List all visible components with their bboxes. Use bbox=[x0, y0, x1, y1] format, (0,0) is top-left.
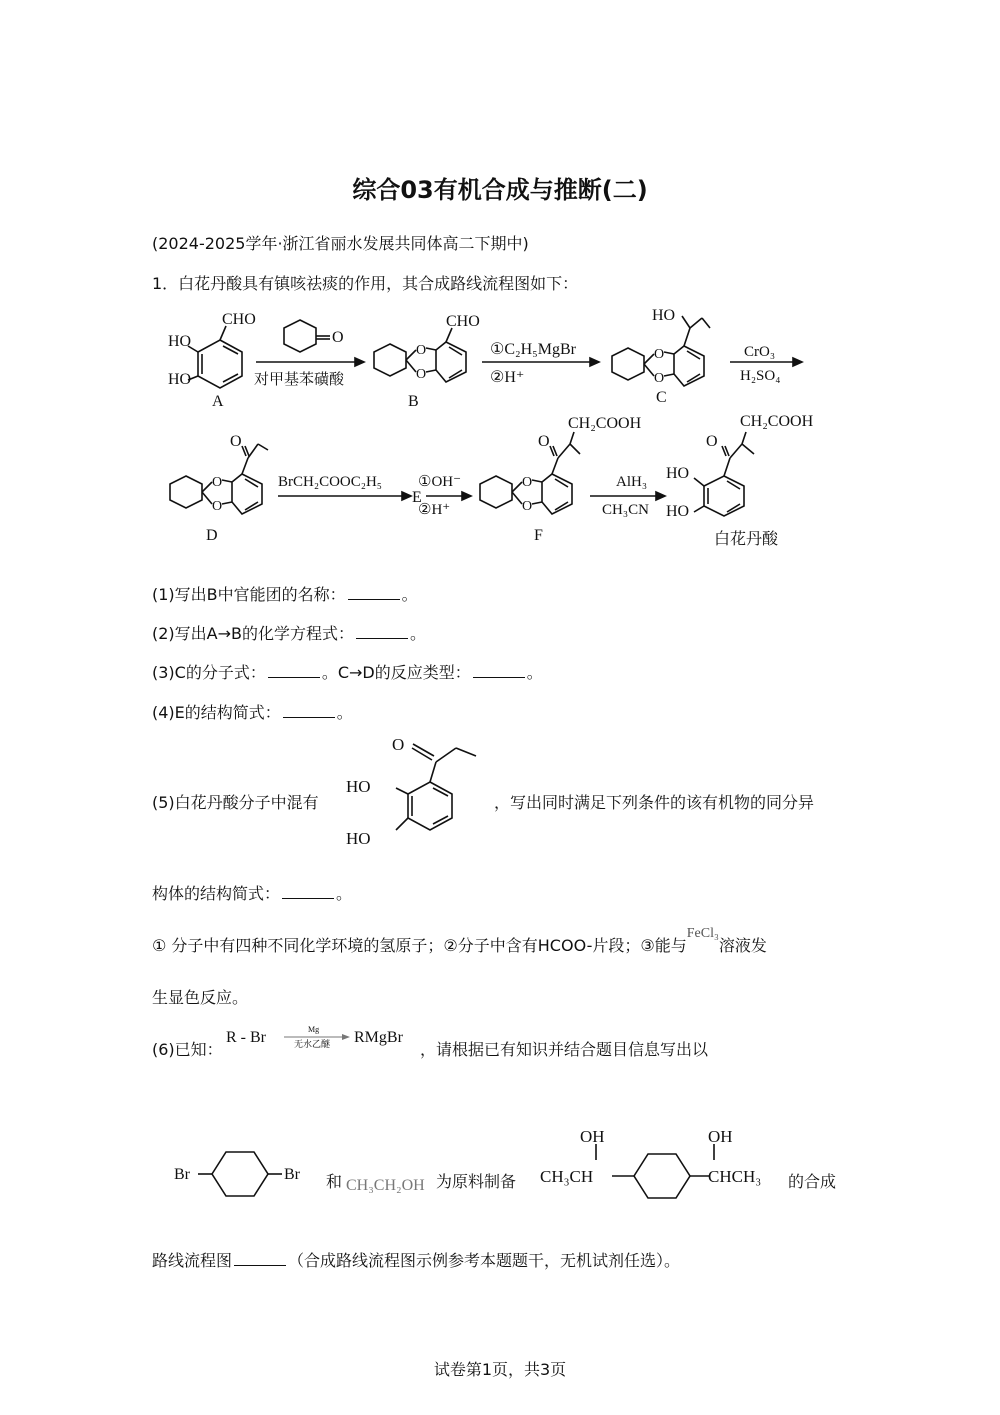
reagent-de: BrCH₂COOC₂H₅ bbox=[278, 474, 383, 490]
known-product: RMgBr bbox=[354, 1029, 403, 1046]
reagent-ef-2: ②H⁺ bbox=[418, 502, 451, 518]
reagent-ef-1: ①OH⁻ bbox=[418, 474, 462, 490]
sub-question-1: (1)写出B中官能团的名称： 。 bbox=[152, 585, 418, 604]
compound-a-ring bbox=[198, 340, 242, 388]
f-o1: O bbox=[522, 475, 533, 490]
page-title: 综合03有机合成与推断(二) bbox=[352, 176, 648, 204]
g-side: CH₂COOH bbox=[740, 413, 814, 430]
sub-question-6-b: ，请根据已有知识并结合题目信息写出以 bbox=[420, 1040, 709, 1059]
sub-question-6-a: (6)已知： bbox=[152, 1040, 223, 1059]
known-solvent: 无水乙醚 bbox=[294, 1040, 331, 1050]
g-label: 白花丹酸 bbox=[714, 529, 779, 548]
of-synth-text: 的合成 bbox=[788, 1172, 837, 1191]
a-ho2: HO bbox=[168, 371, 192, 388]
known-mg: Mg bbox=[308, 1025, 320, 1034]
f-side: CH₂COOH bbox=[568, 415, 642, 432]
reagent-ab: 对甲基苯磺酸 bbox=[254, 370, 345, 388]
sub-question-5-c: 构体的结构简式： 。 bbox=[152, 884, 353, 903]
reagent-cd-2: H₂SO₄ bbox=[740, 368, 781, 384]
d-keto-o: O bbox=[230, 433, 242, 450]
ketone-o: O bbox=[332, 329, 344, 346]
fecl3-label: FeCl₃ bbox=[686, 926, 719, 941]
conditions-line-2: 生显色反应。 bbox=[152, 988, 249, 1007]
synthesis-scheme bbox=[150, 300, 850, 560]
c-ho: HO bbox=[652, 307, 676, 324]
target-oh1: OH bbox=[580, 1127, 605, 1146]
c-o1: O bbox=[654, 347, 665, 362]
sub-question-6-c: 路线流程图 （合成路线流程图示例参考本题题干，无机试剂任选）。 bbox=[152, 1251, 681, 1270]
ethanol: CH₃CH₂OH bbox=[346, 1177, 425, 1194]
impurity-ho2: HO bbox=[346, 829, 371, 848]
b-label: B bbox=[408, 393, 419, 410]
g-ho2: HO bbox=[666, 503, 690, 520]
a-label: A bbox=[212, 393, 224, 410]
reagent-fg-2: CH₃CN bbox=[602, 502, 649, 518]
b-o1: O bbox=[416, 343, 427, 358]
reagent-cd-1: CrO₃ bbox=[744, 344, 776, 360]
c-label: C bbox=[656, 389, 667, 406]
sub-question-3: (3)C的分子式： 。C→D的反应类型： 。 bbox=[152, 663, 543, 682]
page-footer: 试卷第1页，共3页 bbox=[433, 1360, 567, 1379]
c-o2: O bbox=[654, 371, 665, 386]
as-raw-text: 为原料制备 bbox=[436, 1172, 517, 1191]
d-o1: O bbox=[212, 475, 223, 490]
f-label: F bbox=[534, 527, 543, 544]
d-label: D bbox=[206, 527, 218, 544]
reagent-bc-1: ①C₂H₅MgBr bbox=[490, 341, 576, 358]
target-right: CHCH₃ bbox=[708, 1167, 762, 1186]
impurity-structure bbox=[340, 730, 490, 855]
d-o2: O bbox=[212, 499, 223, 514]
reagent-bc-2: ②H⁺ bbox=[490, 369, 525, 386]
sub-question-5-a: (5)白花丹酸分子中混有 bbox=[152, 793, 319, 812]
dibromocyclohexane bbox=[170, 1140, 320, 1210]
f-keto-o: O bbox=[538, 433, 550, 450]
known-reaction bbox=[222, 1020, 418, 1054]
known-rbr: R - Br bbox=[226, 1029, 266, 1046]
question-stem: 1．白花丹酸具有镇咳祛痰的作用，其合成路线流程图如下： bbox=[152, 274, 579, 293]
target-oh2: OH bbox=[708, 1127, 733, 1146]
b-o2: O bbox=[416, 367, 427, 382]
a-cho: CHO bbox=[222, 311, 256, 328]
source-line: (2024-2025学年·浙江省丽水发展共同体高二下期中) bbox=[152, 234, 529, 253]
sub-question-5-b: ，写出同时满足下列条件的该有机物的同分异 bbox=[494, 793, 815, 812]
conditions-line: ① 分子中有四种不同化学环境的氢原子；②分子中含有HCOO-片段；③能与FeCl₃溶液发 bbox=[152, 926, 767, 955]
start-br1: Br bbox=[174, 1166, 190, 1183]
f-o2: O bbox=[522, 499, 533, 514]
reagent-fg-1: AlH₃ bbox=[616, 474, 648, 490]
impurity-ho1: HO bbox=[346, 777, 371, 796]
sub-question-4: (4)E的结构简式： 。 bbox=[152, 703, 353, 722]
and-text: 和 bbox=[326, 1172, 343, 1191]
target-left: CH₃CH bbox=[540, 1167, 594, 1186]
target-diol bbox=[538, 1122, 778, 1204]
e-label: E bbox=[412, 489, 422, 506]
g-keto-o: O bbox=[706, 433, 718, 450]
sub-question-2: (2)写出A→B的化学方程式： 。 bbox=[152, 624, 427, 643]
a-ho1: HO bbox=[168, 333, 192, 350]
impurity-o: O bbox=[392, 735, 405, 754]
start-br2: Br bbox=[284, 1166, 300, 1183]
g-ho1: HO bbox=[666, 465, 690, 482]
b-cho: CHO bbox=[446, 313, 480, 330]
